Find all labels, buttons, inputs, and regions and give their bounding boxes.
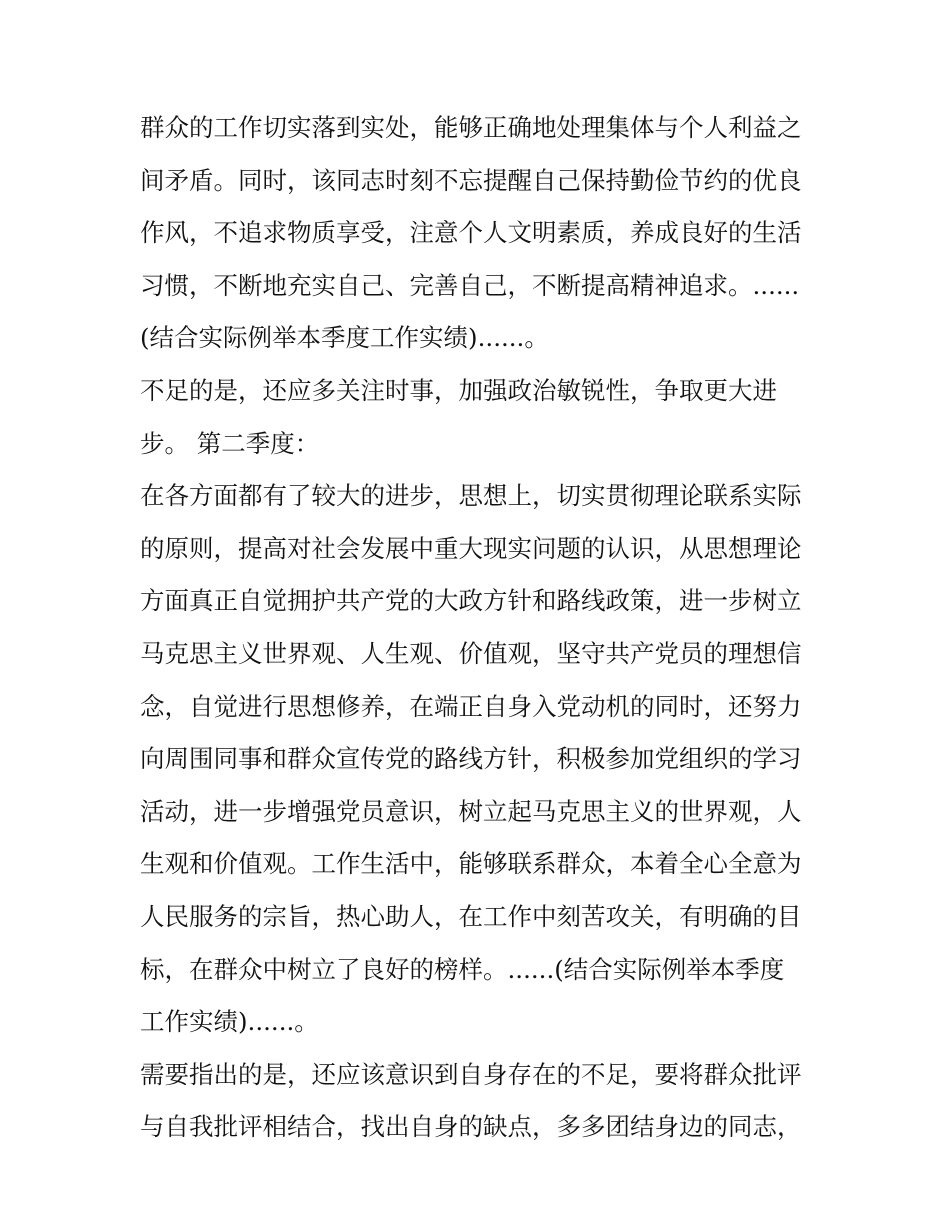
text-line: 步。 第二季度：: [140, 428, 320, 458]
text-line: 间矛盾。同时，该同志时刻不忘提醒自己保持勤俭节约的优良: [140, 165, 802, 195]
text-line: 工作实绩)......。: [140, 1007, 319, 1037]
text-line: 人民服务的宗旨，热心助人，在工作中刻苦攻关，有明确的目: [140, 901, 802, 931]
text-line: 的原则，提高对社会发展中重大现实问题的认识，从思想理论: [140, 533, 802, 563]
text-line: 生观和价值观。工作生活中，能够联系群众，本着全心全意为: [140, 849, 802, 879]
document-body: [140, 102, 820, 1154]
text-line: 标，在群众中树立了良好的榜样。......(结合实际例举本季度: [140, 954, 785, 984]
text-line: 活动，进一步增强党员意识，树立起马克思主义的世界观，人: [140, 796, 802, 826]
text-line: 作风，不追求物质享受，注意个人文明素质，养成良好的生活: [140, 218, 802, 248]
text-line: (结合实际例举本季度工作实绩)......。: [140, 323, 549, 353]
text-line: 群众的工作切实落到实处，能够正确地处理集体与个人利益之: [140, 113, 802, 142]
text-line: 习惯，不断地充实自己、完善自己，不断提高精神追求。......: [140, 270, 800, 300]
text-line: 方面真正自觉拥护共产党的大政方针和路线政策，进一步树立: [140, 586, 802, 616]
text-line: 在各方面都有了较大的进步，思想上，切实贯彻理论联系实际: [140, 481, 802, 511]
text-line: 念，自觉进行思想修养，在端正自身入党动机的同时，还努力: [140, 691, 802, 721]
text-line: 与自我批评相结合，找出自身的缺点，多多团结身边的同志，: [140, 1112, 802, 1142]
text-line: 不足的是，还应多关注时事，加强政治敏锐性，争取更大进: [140, 375, 777, 405]
text-line: 向周围同事和群众宣传党的路线方针，积极参加党组织的学习: [140, 744, 802, 774]
text-line: 需要指出的是，还应该意识到自身存在的不足，要将群众批评: [140, 1059, 802, 1089]
text-line: 马克思主义世界观、人生观、价值观，坚守共产党员的理想信: [140, 638, 802, 668]
